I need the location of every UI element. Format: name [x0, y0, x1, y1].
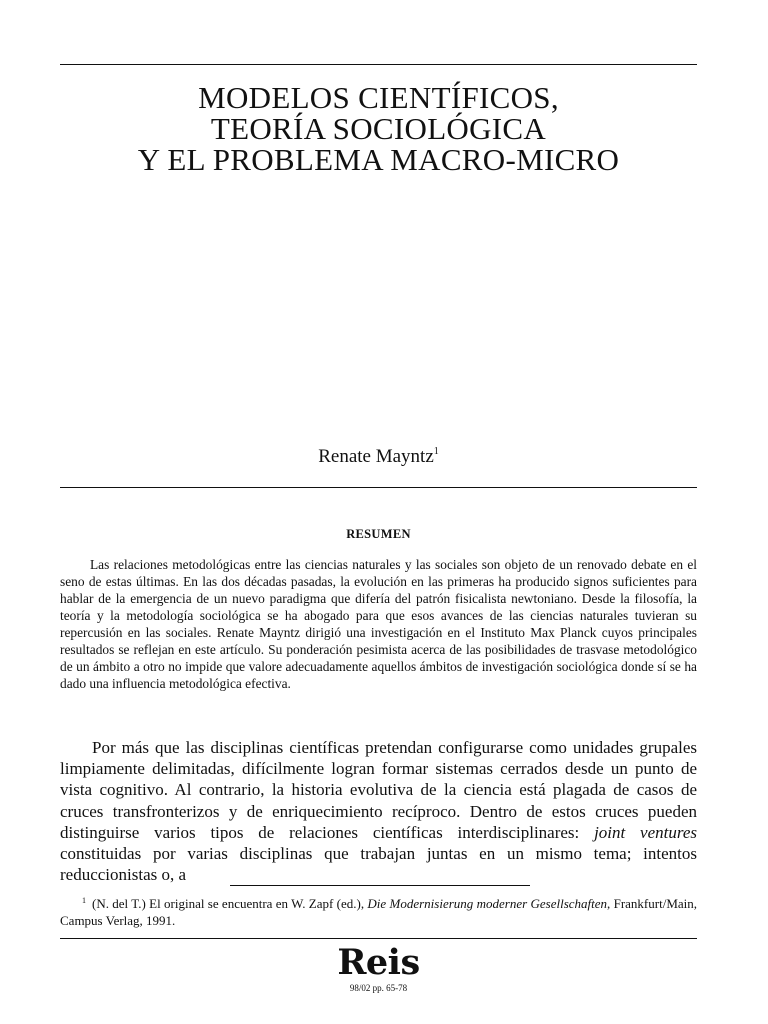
- abstract: [60, 556, 697, 692]
- author-footnote-mark: 1: [433, 446, 439, 457]
- page-range: 98/02 pp. 65-78: [349, 983, 408, 993]
- journal-logo: Reis: [337, 942, 420, 983]
- title-line-2: TEORÍA SOCIOLÓGICA: [210, 111, 547, 146]
- body-text: [60, 737, 697, 885]
- bottom-rule: [60, 938, 697, 939]
- footnote-text-part-2: , Frankfurt/Main, Campus Verlag, 1991.: [60, 896, 698, 928]
- abstract-paragraph: Las relaciones metodológicas entre las ciencias naturales y las sociales son objeto de un renovado debate en el seno de estas últimas. En las dos décadas pasadas, la evolución en las primeras ha producido signos suficientes para hablar de la emergencia de un nuevo paradigma que difería del patrón fisicalista newtoniano. Desde la filosofía, la teoría y la metodología sociológica se ha abogado para que esos avances de las ciencias naturales tuvieran su repercusión en las sociales. Renate Mayntz dirigió una investigación en el Instituto Max Planck cuyos principales resultados se reflejan en este artículo. Su ponderación pesimista acerca de las posibilidades de trasvase metodológico de un ámbito a otro no impide que valore adecuadamente aquellos ámbitos de investigación sociológica donde sí se ha dado una influencia metodológica efectiva.: [60, 557, 697, 691]
- body-italic-term: joint ventures: [594, 822, 697, 842]
- author-name: Renate Mayntz: [318, 446, 434, 467]
- top-rule: [60, 64, 697, 65]
- author: [60, 440, 697, 469]
- footnote-mark: 1: [82, 896, 86, 905]
- title-line-3: Y EL PROBLEMA MACRO-MICRO: [137, 142, 620, 177]
- abstract-heading: RESUMEN: [346, 527, 411, 541]
- body-paragraph: [60, 737, 697, 885]
- footnote-paragraph: [60, 892, 697, 929]
- article-title: [60, 82, 697, 175]
- author-rule: [60, 487, 697, 488]
- body-text-part-2: constituidas por varias disciplinas que trabajan juntas en un mismo tema; intentos reduccionistas o, a: [60, 844, 697, 885]
- title-line-1: MODELOS CIENTÍFICOS,: [198, 80, 559, 115]
- footnote-italic-title: Die Modernisierung moderner Gesellschaften: [367, 896, 608, 911]
- body-text-part-1: Por más que las disciplinas científicas pretendan configurarse como unidades grupales limpiamente delimitadas, difícilmente logran formar sistemas cerrados desde un punto de vista cognitivo. Al contrario, la historia evolutiva de la ciencia está plagada de casos de cruces transfronterizos y de enriquecimiento recíproco. Dentro de estos cruces pueden distinguirse varios tipos de relaciones científicas interdisciplinares:: [60, 738, 697, 842]
- footnote-text-part-1: (N. del T.) El original se encuentra en W. Zapf (ed.),: [92, 896, 368, 911]
- footnote-rule: [230, 885, 530, 886]
- footnote: [60, 892, 697, 929]
